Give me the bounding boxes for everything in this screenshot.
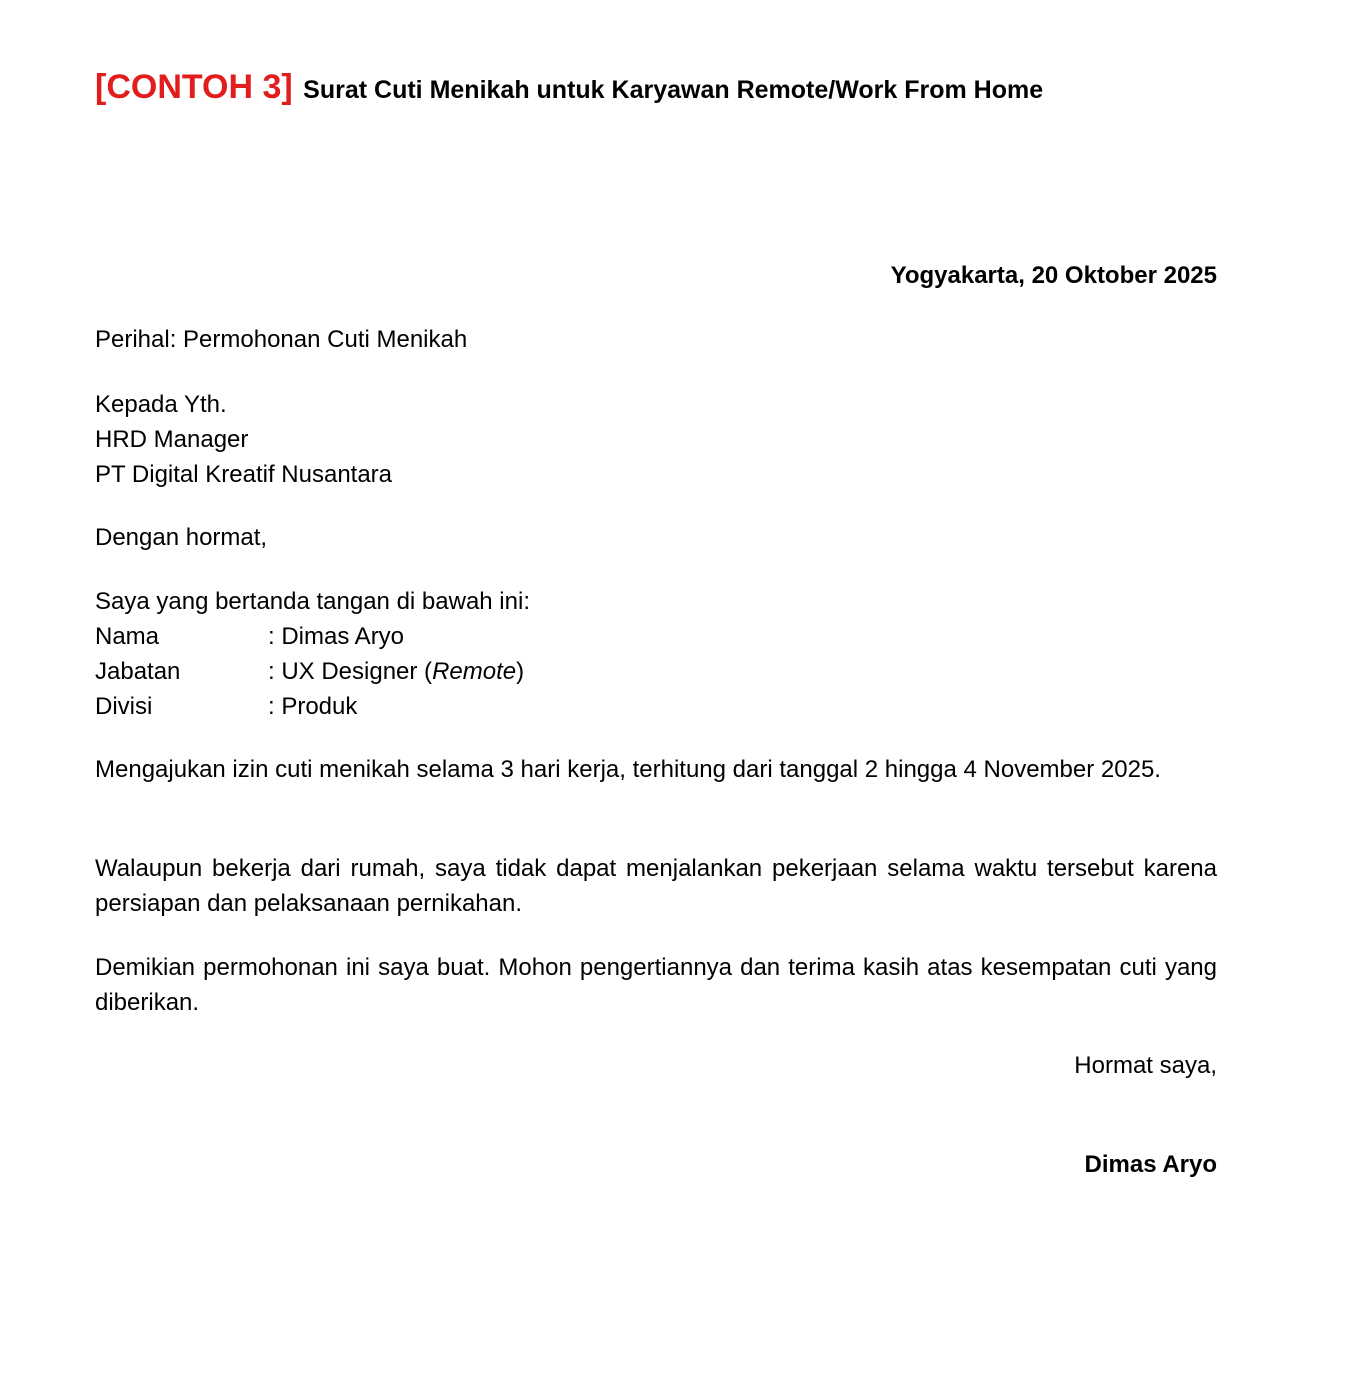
place-date: Yogyakarta, 20 Oktober 2025: [890, 262, 1217, 289]
intro-line: Saya yang bertanda tangan di bawah ini:: [95, 588, 530, 615]
field-value-position-italic: Remote: [432, 658, 517, 685]
recipient-block: [95, 387, 392, 492]
paragraph-request: Mengajukan izin cuti menikah selama 3 hari kerja, terhitung dari tanggal 2 hingga 4 November 2025.: [95, 756, 1161, 783]
recipient-title: HRD Manager: [95, 426, 249, 453]
applicant-info: [95, 584, 530, 724]
greeting: Dengan hormat,: [95, 524, 268, 551]
field-label-position: Jabatan: [95, 658, 181, 685]
recipient-salutation: Kepada Yth.: [95, 391, 227, 418]
field-value-position: [268, 654, 524, 689]
example-tag: [CONTOH 3]: [95, 68, 293, 106]
recipient-company: PT Digital Kreatif Nusantara: [95, 461, 393, 488]
field-row-position: [95, 654, 530, 689]
closing-salutation: Hormat saya,: [1074, 1052, 1217, 1079]
field-value-name: : Dimas Aryo: [268, 623, 405, 650]
letter-subject: Perihal: Permohonan Cuti Menikah: [95, 326, 468, 353]
document-title: [95, 70, 1043, 104]
paragraph-reason: Walaupun bekerja dari rumah, saya tidak dapat menjalankan pekerjaan selama waktu tersebut karena persiapan dan pelaksanaan pernikahan.: [95, 855, 1217, 917]
field-value-position-suffix: ): [516, 658, 525, 685]
field-label-division: Divisi: [95, 693, 153, 720]
field-row-name: [95, 619, 530, 654]
field-value-position-prefix: : UX Designer (: [268, 658, 433, 685]
signature-name: Dimas Aryo: [1084, 1151, 1217, 1178]
field-value-division: : Produk: [268, 693, 358, 720]
paragraph-closing: Demikian permohonan ini saya buat. Mohon pengertiannya dan terima kasih atas kesempatan cuti yang diberikan.: [95, 954, 1217, 1016]
field-row-division: [95, 689, 530, 724]
field-label-name: Nama: [95, 623, 160, 650]
document-subtitle: Surat Cuti Menikah untuk Karyawan Remote/Work From Home: [303, 76, 1044, 104]
